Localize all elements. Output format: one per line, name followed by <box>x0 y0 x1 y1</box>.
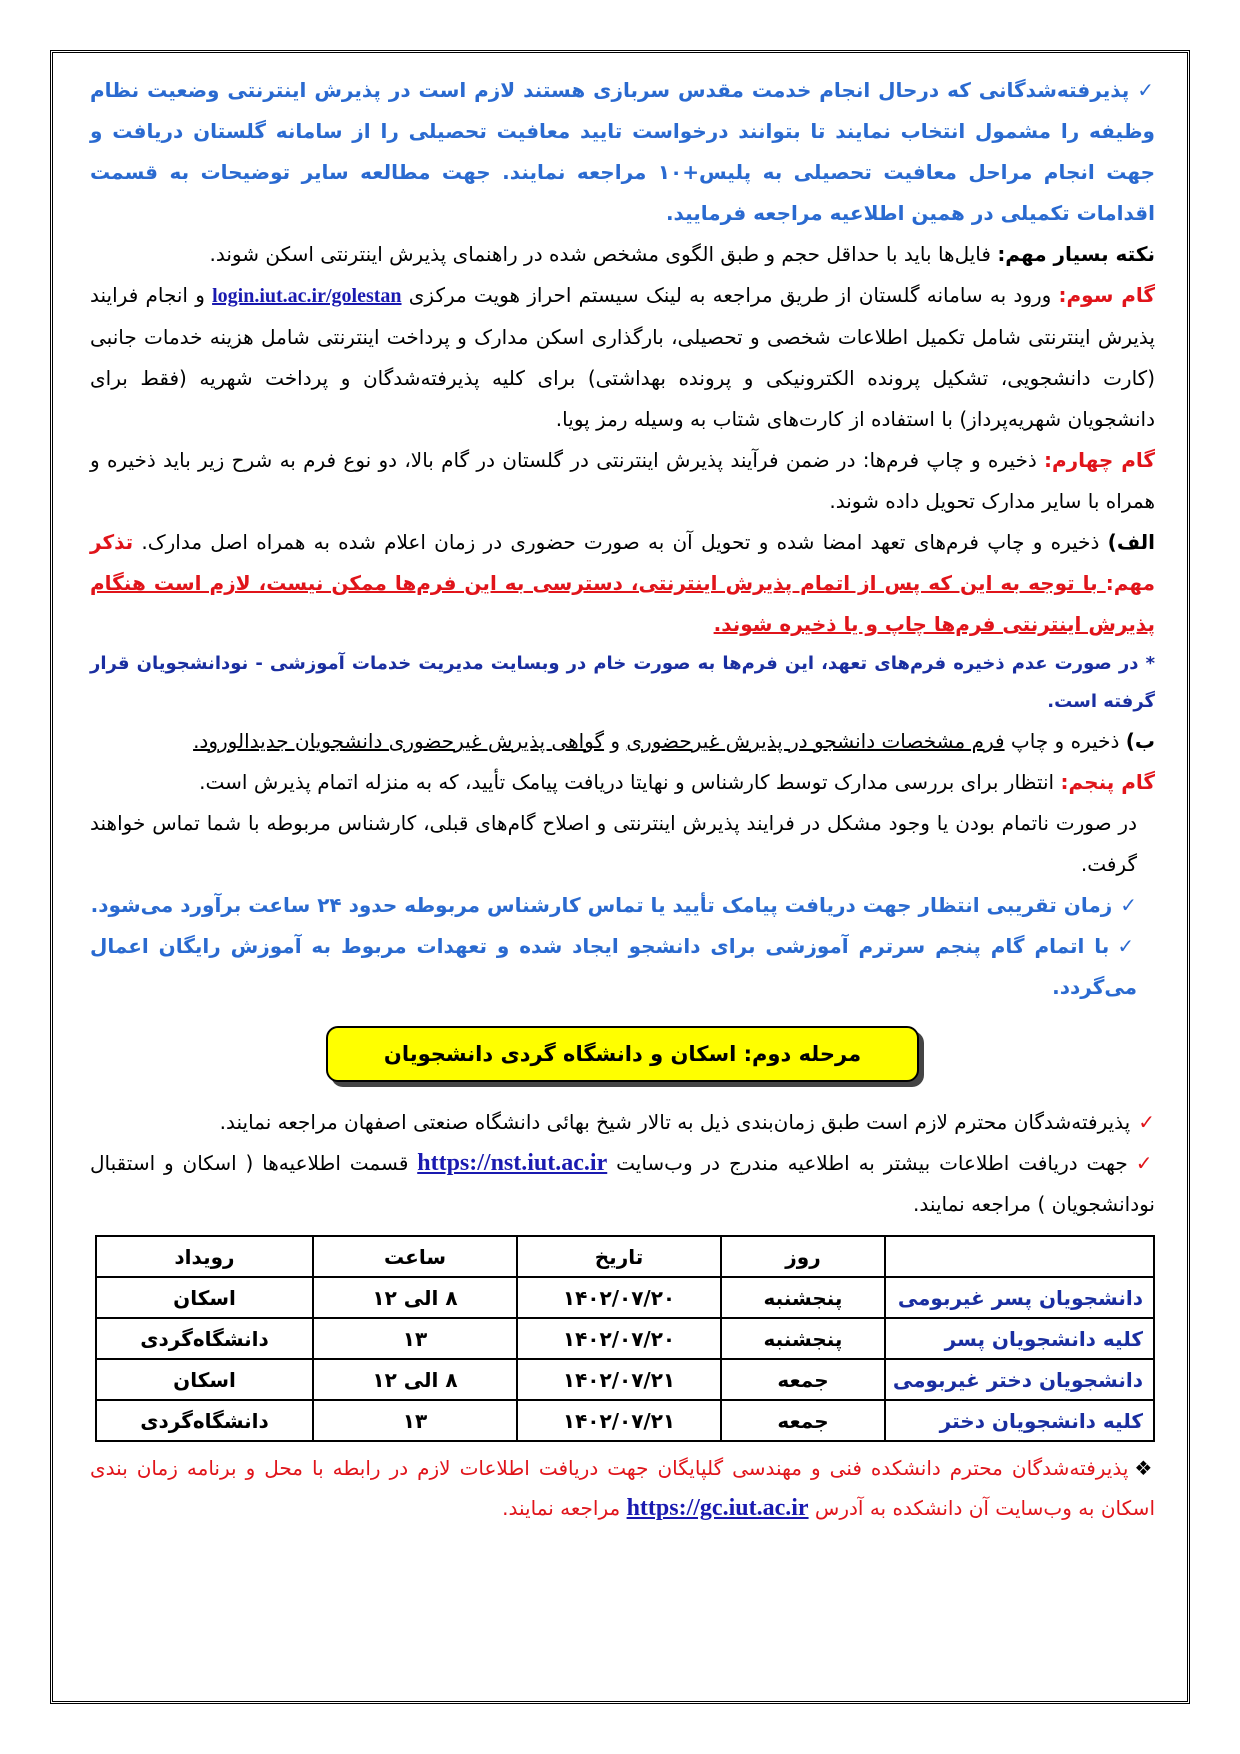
group-cell: کلیه دانشجویان پسر <box>885 1318 1154 1359</box>
student-form-title: فرم مشخصات دانشجو در پذیرش غیرحضوری <box>626 729 1005 753</box>
time-cell: ۸ الی ۱۲ <box>313 1359 517 1400</box>
stage-2-line-2: ✓جهت دریافت اطلاعات بیشتر به اطلاعیه مندرج در وب‌سایت https://nst.iut.ac.ir قسمت اطلاعیه‌ها ( اسکان و استقبال نودانشجویان ) مراجعه نمایند. <box>90 1150 1155 1216</box>
header-date: تاریخ <box>517 1236 721 1277</box>
group-cell: کلیه دانشجویان دختر <box>885 1400 1154 1441</box>
date-cell: ۱۴۰۲/۰۷/۲۱ <box>517 1359 721 1400</box>
step-5: گام پنجم: انتظار برای بررسی مدارک توسط کارشناس و نهایتا دریافت پیامک تأیید، که به منزله اتمام پذیرش است. <box>199 770 1155 794</box>
admission-certificate-title: گواهی پذیرش غیرحضوری دانشجویان جدیدالورود. <box>193 729 605 753</box>
time-cell: ۱۳ <box>313 1400 517 1441</box>
golpayegan-note: ❖پذیرفته‌شدگان محترم دانشکده فنی و مهندسی گلپایگان جهت دریافت اطلاعات لازم در رابطه با محل و برنامه زمان بندی اسکان به وب‌سایت آن دانشکده به آدرس https://gc.iut.ac.ir مراجعه نمایند. <box>90 1456 1155 1521</box>
step-3: گام سوم: ورود به سامانه گلستان از طریق مراجعه به لینک سیستم احراز هویت مرکزی login.iut.ac.ir/golestan و انجام فرایند پذیرش اینترنتی شامل تکمیل اطلاعات شخصی و تحصیلی، بارگذاری اسکن مدارک و پرداخت اینترنتی شامل هزینه خدمات جانبی (کارت دانشجویی، تشکیل پرونده الکترونیکی و پرونده بهداشتی) برای کلیه پذیرفته‌شدگان و پرداخت شهریه (فقط برای دانشجویان شهریه‌پرداز) با استفاده از کارت‌های شتاب به وسیله رمز پویا. <box>90 283 1156 431</box>
star-note: * در صورت عدم ذخیره فرم‌های تعهد، این فرم‌ها به صورت خام در وبسایت مدیریت خدمات آموزشی - نودانشجویان قرار گرفته است. <box>90 653 1155 712</box>
checkmark-icon: ✓ <box>1117 934 1137 958</box>
event-cell: اسکان <box>96 1277 313 1318</box>
step-4: گام چهارم: ذخیره و چاپ فرم‌ها: در ضمن فرآیند پذیرش اینترنتی در گلستان در گام بالا، دو نوع فرم به شرح زیر باید ذخیره و همراه با سایر مدارک تحویل داده شوند. <box>90 448 1155 513</box>
step-5-label: گام پنجم: <box>1060 770 1155 794</box>
day-cell: پنجشنبه <box>721 1277 885 1318</box>
checkmark-icon: ✓ <box>1120 893 1137 917</box>
red-checkmark-icon: ✓ <box>1135 1151 1155 1175</box>
header-group <box>885 1236 1154 1277</box>
day-cell: پنجشنبه <box>721 1318 885 1359</box>
table-row <box>96 1359 1154 1400</box>
step-3-label: گام سوم: <box>1058 283 1156 307</box>
table-row <box>96 1318 1154 1359</box>
event-cell: دانشگاه‌گردی <box>96 1400 313 1441</box>
group-cell: دانشجویان دختر غیربومی <box>885 1359 1154 1400</box>
stage-2-line-1: ✓پذیرفته‌شدگان محترم لازم است طبق زمان‌بندی ذیل به تالار شیخ بهائی دانشگاه صنعتی اصفهان مراجعه نمایند. <box>219 1110 1155 1134</box>
step-4-be: ب) ذخیره و چاپ فرم مشخصات دانشجو در پذیرش غیرحضوری و گواهی پذیرش غیرحضوری دانشجویان جدیدالورود. <box>193 729 1155 753</box>
wait-time-note: ✓زمان تقریبی انتظار جهت دریافت پیامک تأیید یا تماس کارشناس مربوطه حدود ۲۴ ساعت برآورد می‌شود. <box>90 893 1137 917</box>
date-cell: ۱۴۰۲/۰۷/۲۱ <box>517 1400 721 1441</box>
checkmark-icon: ✓ <box>1137 78 1155 102</box>
military-service-paragraph: ✓پذیرفته‌شدگانی که درحال انجام خدمت مقدس سربازی هستند لازم است در پذیرش اینترنتی وضعیت نظام وظیفه را مشمول انتخاب نمایند تا بتوانند درخواست تایید معافیت تحصیلی را از سامانه گلستان دریافت و جهت انجام مراحل معافیت تحصیلی به پلیس+۱۰ مراجعه نمایند. جهت مطالعه سایر توضیحات به قسمت اقدامات تکمیلی در همین اطلاعیه مراجعه فرمایید. <box>90 78 1155 225</box>
time-cell: ۸ الی ۱۲ <box>313 1277 517 1318</box>
day-cell: جمعه <box>721 1400 885 1441</box>
golestan-login-link[interactable]: login.iut.ac.ir/golestan <box>212 285 402 307</box>
header-time: ساعت <box>313 1236 517 1277</box>
header-day: روز <box>721 1236 885 1277</box>
step-4-label: گام چهارم: <box>1044 448 1155 472</box>
event-cell: دانشگاه‌گردی <box>96 1318 313 1359</box>
header-event: رویداد <box>96 1236 313 1277</box>
step-4-alef: الف) ذخیره و چاپ فرم‌های تعهد امضا شده و تحویل آن به صورت حضوری در زمان اعلام شده به همراه اصل مدارک. تذکر مهم: با توجه به این که پس از اتمام پذیرش اینترنتی، دسترسی به این فرم‌ها ممکن نیست، لازم است هنگام پذیرش اینترنتی فرم‌ها چاپ و یا ذخیره شوند. <box>90 530 1155 636</box>
warning-text: با توجه به این که پس از اتمام پذیرش اینترنتی، دسترسی به این فرم‌ها ممکن نیست، لازم است هنگام پذیرش اینترنتی فرم‌ها چاپ و یا ذخیره شوند. <box>90 571 1155 636</box>
alef-label: الف) <box>1107 530 1155 554</box>
group-cell: دانشجویان پسر غیربومی <box>885 1277 1154 1318</box>
table-row <box>96 1400 1154 1441</box>
date-cell: ۱۴۰۲/۰۷/۲۰ <box>517 1318 721 1359</box>
step-5-extra: در صورت ناتمام بودن یا وجود مشکل در فرایند پذیرش اینترنتی و اصلاح گام‌های قبلی، کارشناس مربوطه با شما تماس خواهند گرفت. <box>90 811 1137 876</box>
document-body <box>90 70 1155 1528</box>
day-cell: جمعه <box>721 1359 885 1400</box>
red-checkmark-icon: ✓ <box>1138 1110 1155 1134</box>
gc-website-link[interactable]: https://gc.iut.ac.ir <box>626 1495 809 1521</box>
schedule-table <box>95 1235 1155 1442</box>
warning-label: تذکر مهم: <box>90 530 1155 595</box>
stage-2-banner-wrap <box>90 1026 1155 1082</box>
time-cell: ۱۳ <box>313 1318 517 1359</box>
table-header-row <box>96 1236 1154 1277</box>
diamond-bullet-icon: ❖ <box>1134 1456 1155 1480</box>
be-label: ب) <box>1125 729 1155 753</box>
important-note: نکته بسیار مهم: فایل‌ها باید با حداقل حجم و طبق الگوی مشخص شده در راهنمای پذیرش اینترنتی اسکن شوند. <box>209 242 1155 266</box>
date-cell: ۱۴۰۲/۰۷/۲۰ <box>517 1277 721 1318</box>
nst-website-link[interactable]: https://nst.iut.ac.ir <box>417 1150 608 1176</box>
term-created-note: ✓با اتمام گام پنجم سرترم آموزشی برای دانشجو ایجاد شده و تعهدات مربوط به آموزش رایگان اعمال می‌گردد. <box>90 934 1137 999</box>
note-label: نکته بسیار مهم: <box>997 242 1155 266</box>
stage-2-banner: مرحله دوم: اسکان و دانشگاه گردی دانشجویان <box>326 1026 919 1082</box>
event-cell: اسکان <box>96 1359 313 1400</box>
table-row <box>96 1277 1154 1318</box>
